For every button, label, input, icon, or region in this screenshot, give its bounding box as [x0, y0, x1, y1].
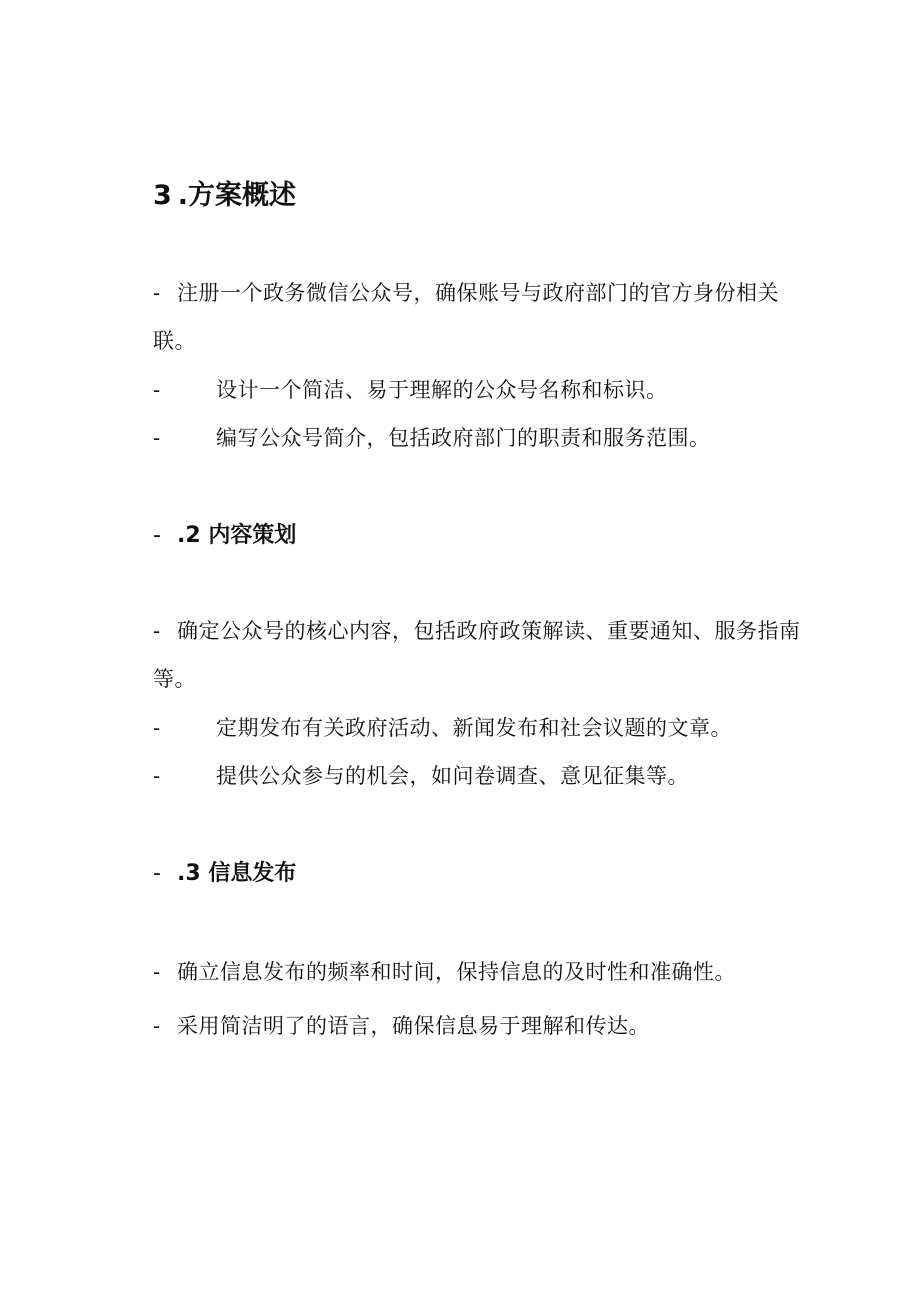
section-title: .3 信息发布: [177, 861, 297, 886]
paragraph-item: [153, 269, 813, 365]
bullet-dash: -: [153, 426, 161, 450]
paragraph-item: [153, 414, 813, 462]
paragraph-text: 设计一个简洁、易于理解的公众号名称和标识。: [216, 378, 668, 402]
heading-prefix: -: [153, 523, 161, 548]
section-heading-overview: [153, 176, 296, 216]
paragraph-item: [153, 704, 813, 752]
section-title: .2 内容策划: [177, 523, 297, 548]
section-title: .方案概述: [177, 180, 297, 211]
paragraph-text: 注册一个政务微信公众号，确保账号与政府部门的官方身份相关联。: [153, 281, 779, 353]
bullet-dash: -: [153, 764, 161, 788]
paragraph-item: [153, 948, 813, 996]
bullet-dash: -: [153, 378, 161, 402]
paragraph-item: [153, 607, 813, 703]
paragraph-text: 确定公众号的核心内容，包括政府政策解读、重要通知、服务指南等。: [153, 619, 801, 691]
bullet-dash: -: [153, 716, 161, 740]
paragraph-text: 确立信息发布的频率和时间，保持信息的及时性和准确性。: [177, 960, 736, 984]
section-number: 3: [153, 180, 172, 211]
paragraph-text: 提供公众参与的机会，如问卷调查、意见征集等。: [216, 764, 689, 788]
heading-prefix: -: [153, 861, 161, 886]
paragraph-item: [153, 1002, 813, 1050]
paragraph-text: 定期发布有关政府活动、新闻发布和社会议题的文章。: [216, 716, 732, 740]
section-heading-info-release: [153, 857, 296, 891]
bullet-dash: -: [153, 960, 161, 984]
paragraph-item: [153, 366, 813, 414]
paragraph-text: 编写公众号简介，包括政府部门的职责和服务范围。: [216, 426, 711, 450]
bullet-dash: -: [153, 1014, 161, 1038]
paragraph-text: 采用简洁明了的语言，确保信息易于理解和传达。: [177, 1014, 650, 1038]
bullet-dash: -: [153, 619, 161, 643]
section-heading-content-planning: [153, 519, 296, 553]
paragraph-item: [153, 752, 813, 800]
bullet-dash: -: [153, 281, 161, 305]
